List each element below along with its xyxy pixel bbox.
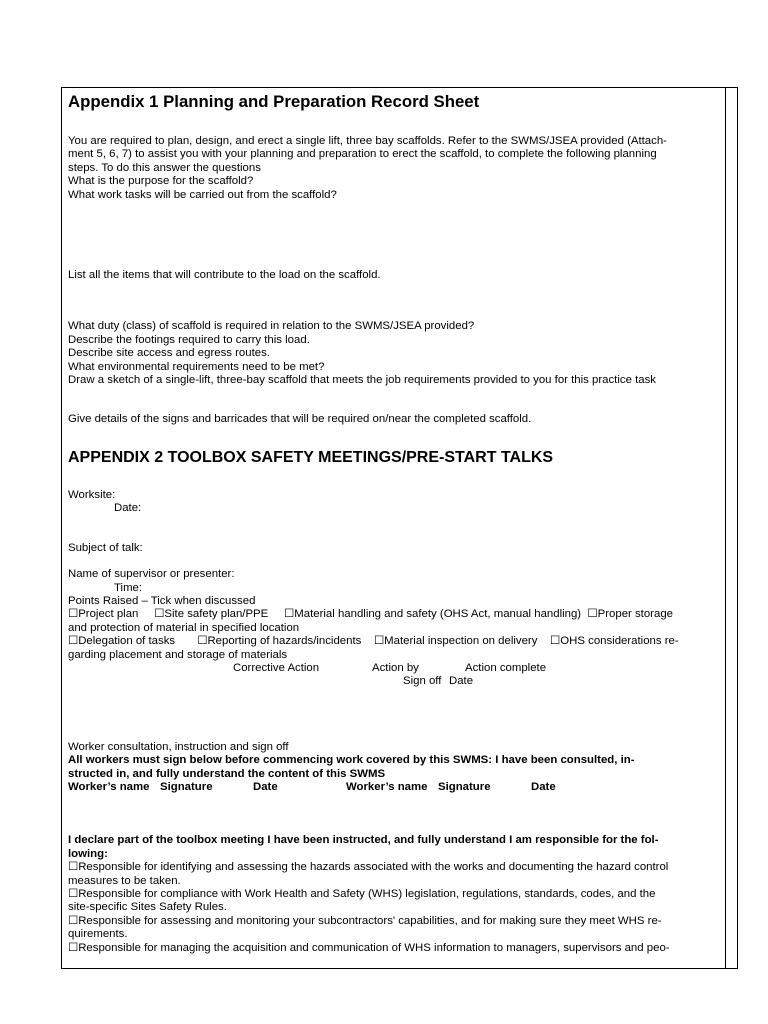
- question-sketch: Draw a sketch of a single-lift, three-bay scaffold that meets the job requirements provided to you for this practice task: [68, 374, 656, 387]
- responsibility-line-1: ☐Responsible for identifying and assessing the hazards associated with the works and documenting the hazard control: [68, 861, 669, 874]
- question-duty: What duty (class) of scaffold is required in relation to the SWMS/JSEA provided?: [68, 320, 475, 333]
- document-content: [68, 92, 720, 955]
- action-by-label: Action by: [372, 661, 419, 674]
- responsibility-line-2: measures to be taken.: [68, 874, 181, 887]
- worker-consultation: Worker consultation, instruction and sign off: [68, 740, 289, 753]
- question-purpose: What is the purpose for the scaffold?: [68, 175, 254, 188]
- responsibility-line-4: site-specific Sites Safety Rules.: [68, 901, 227, 914]
- responsibility-line-7: ☐Responsible for managing the acquisition and communication of WHS information to managers, supervisors and peo-: [68, 941, 670, 954]
- checklist-line-1: ☐Project plan ☐Site safety plan/PPE ☐Material handling and safety (OHS Act, manual handling) ☐Proper storage: [68, 608, 673, 621]
- sign-off-date-label: Date: [449, 675, 474, 688]
- checklist-line-4: garding placement and storage of materials: [68, 648, 288, 661]
- action-header-row: [68, 662, 720, 675]
- intro-line-3: steps. To do this answer the questions: [68, 161, 261, 174]
- frame-right-rule: [725, 88, 726, 968]
- question-signs: Give details of the signs and barricades that will be required on/near the completed scaffold.: [68, 413, 532, 426]
- checklist-line-2: and protection of material in specified location: [68, 621, 300, 634]
- points-raised: Points Raised – Tick when discussed: [68, 594, 256, 607]
- appendix1-title: Appendix 1 Planning and Preparation Record Sheet: [68, 92, 480, 111]
- intro-line-1: You are required to plan, design, and erect a single lift, three bay scaffolds. Refer to the SWMS/JSEA provided (Attach-: [68, 135, 667, 147]
- worker-name-header-1: Worker’s name: [68, 780, 150, 793]
- time-label: Time:: [114, 581, 143, 594]
- date-header-1: Date: [253, 780, 278, 793]
- all-workers-line-1: All workers must sign below before commencing work covered by this SWMS: I have been consulted, in-: [68, 754, 635, 767]
- worker-name-header-2: Worker’s name: [346, 780, 428, 793]
- corrective-action-label: Corrective Action: [233, 661, 320, 674]
- question-load: List all the items that will contribute to the load on the scaffold.: [68, 269, 381, 282]
- responsibility-line-3: ☐Responsible for compliance with Work Health and Safety (WHS) legislation, regulations, standards, codes, and the: [68, 887, 656, 900]
- checklist-line-3: ☐Delegation of tasks ☐Reporting of hazards/incidents ☐Material inspection on delivery ☐OHS considerations re-: [68, 635, 679, 648]
- action-complete-label: Action complete: [465, 661, 547, 674]
- responsibility-line-5: ☐Responsible for assessing and monitoring your subcontractors' capabilities, and for making sure they meet WHS re-: [68, 914, 662, 927]
- worksite-label: Worksite:: [68, 488, 116, 501]
- signature-header-1: Signature: [160, 780, 213, 793]
- signature-header-2: Signature: [438, 780, 491, 793]
- question-access: Describe site access and egress routes.: [68, 347, 270, 360]
- date-label: Date:: [114, 502, 142, 515]
- question-tasks: What work tasks will be carried out from the scaffold?: [68, 188, 337, 201]
- responsibility-line-6: quirements.: [68, 928, 128, 941]
- declare-line-1: I declare part of the toolbox meeting I have been instructed, and fully understand I am responsible for the fol-: [68, 834, 659, 847]
- declare-line-2: lowing:: [68, 847, 108, 860]
- question-footings: Describe the footings required to carry this load.: [68, 333, 310, 346]
- sign-off-row: [68, 675, 720, 688]
- date-header-2: Date: [531, 780, 556, 793]
- sign-off-label: Sign off: [403, 675, 442, 688]
- signature-header-row: [68, 781, 720, 794]
- intro-line-2: ment 5, 6, 7) to assist you with your planning and preparation to erect the scaffold, to complete the following planning: [68, 148, 657, 161]
- supervisor-label: Name of supervisor or presenter:: [68, 568, 235, 581]
- subject-label: Subject of talk:: [68, 541, 143, 554]
- question-environment: What environmental requirements need to be met?: [68, 360, 325, 373]
- all-workers-line-2: structed in, and fully understand the content of this SWMS: [68, 767, 386, 780]
- appendix2-title: APPENDIX 2 TOOLBOX SAFETY MEETINGS/PRE-START TALKS: [68, 448, 554, 466]
